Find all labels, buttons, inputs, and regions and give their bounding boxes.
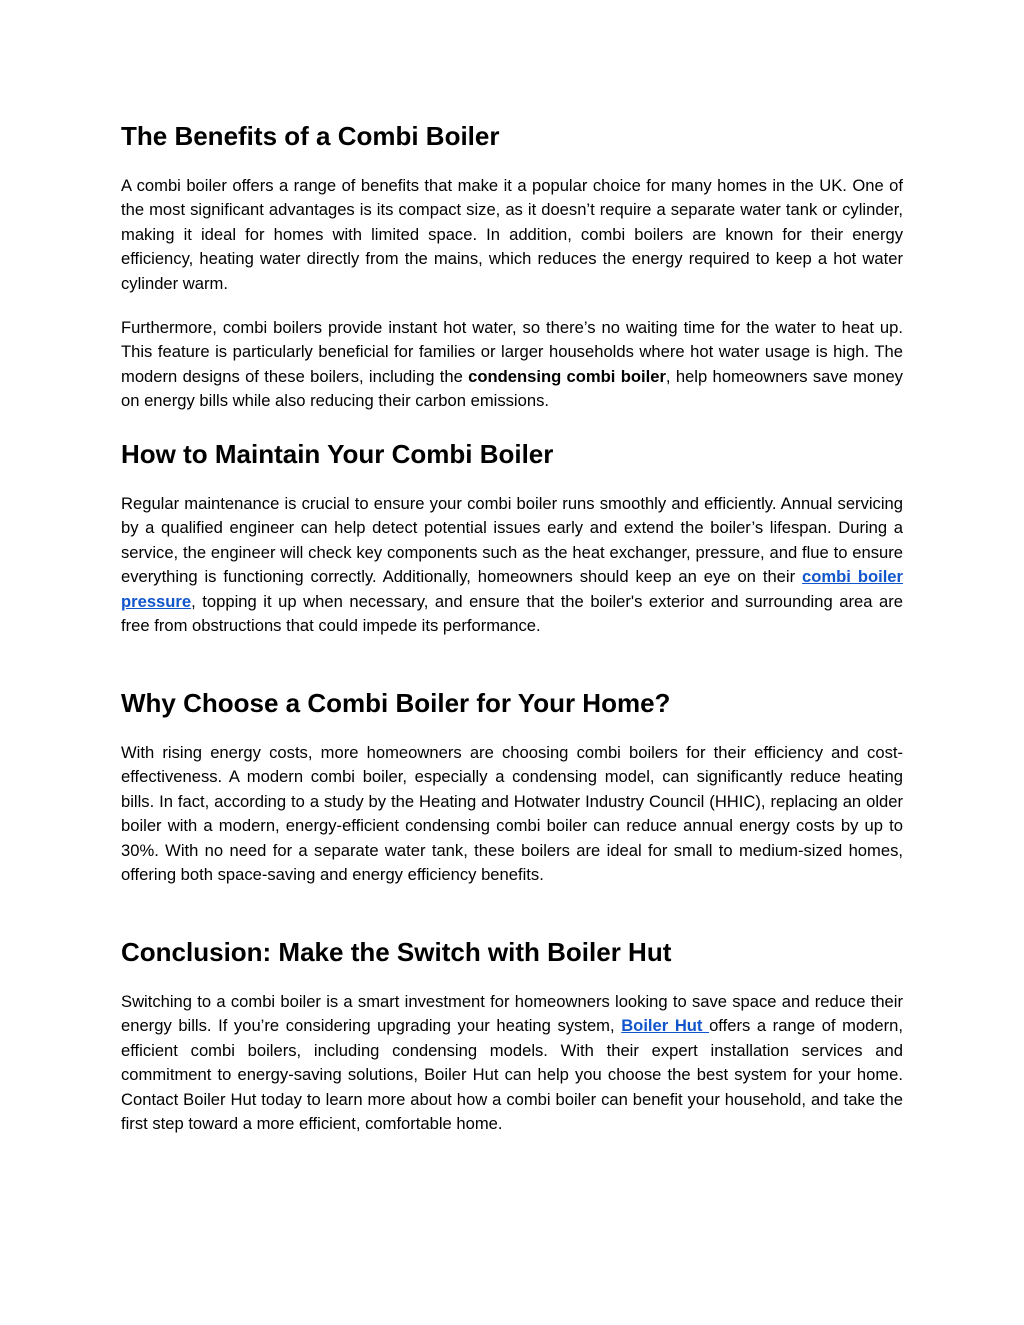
section-heading-conclusion: Conclusion: Make the Switch with Boiler Hut: [121, 937, 672, 967]
link-combi-boiler-pressure[interactable]: combi boiler pressure: [121, 567, 903, 611]
section-heading-benefits: The Benefits of a Combi Boiler: [121, 121, 500, 151]
paragraph-text: , help homeowners save money on energy bills while also reducing their carbon emissions.: [121, 366, 903, 411]
paragraph-maintenance: [121, 492, 903, 638]
section-heading-why-choose: Why Choose a Combi Boiler for Your Home?: [121, 688, 671, 718]
paragraph-text: Switching to a combi boiler is a smart investment for homeowners looking to save space and reduce their energy bills. If you’re considering upgrading your heating system,: [121, 992, 903, 1036]
section-heading-maintain: How to Maintain Your Combi Boiler: [121, 439, 554, 469]
paragraph-why-choose: With rising energy costs, more homeowners are choosing combi boilers for their efficiency and cost-effectiveness. A modern combi boiler, especially a condensing model, can significantly reduce heating bills. In fact, according to a study by the Heating and Hotwater Industry Council (HHIC), replacing an older boiler with a modern, energy-efficient condensing combi boiler can reduce annual energy costs by up to 30%. With no need for a separate water tank, these boilers are ideal for small to medium-sized homes, offering both space-saving and energy efficiency benefits.: [121, 743, 903, 885]
paragraph-text: Regular maintenance is crucial to ensure your combi boiler runs smoothly and efficiently. Annual servicing by a qualified engineer can help detect potential issues early and extend the boiler’s lifespan. During a service, the engineer will check key components such as the heat exchanger, pressure, and flue to ensure everything is functioning correctly. Additionally, homeowners should keep an eye on their: [121, 494, 903, 587]
paragraph-benefits-intro: A combi boiler offers a range of benefits that make it a popular choice for many homes in the UK. One of the most significant advantages is its compact size, as it doesn’t require a separate water tank or cylinder, making it ideal for homes with limited space. In addition, combi boilers are known for their energy efficiency, heating water directly from the mains, which reduces the energy required to keep a hot water cylinder warm.: [121, 176, 903, 293]
bold-term-condensing-combi-boiler: condensing combi boiler: [468, 366, 666, 386]
paragraph-text: offers a range of modern, efficient combi boilers, including condensing models. With their expert installation services and commitment to energy-saving solutions, Boiler Hut can help you choose the best system for your home. Contact Boiler Hut today to learn more about how a combi boiler can benefit your household, and take the first step toward a more efficient, comfortable home.: [121, 1016, 903, 1134]
paragraph-benefits-instant-hot-water: [121, 316, 903, 414]
paragraph-text: , topping it up when necessary, and ensure that the boiler's exterior and surrounding area are free from obstructions that could impede its performance.: [121, 591, 903, 636]
link-boiler-hut[interactable]: Boiler Hut: [621, 1016, 710, 1036]
paragraph-conclusion: [121, 990, 903, 1136]
paragraph-text: Furthermore, combi boilers provide instant hot water, so there’s no waiting time for the water to heat up. This feature is particularly beneficial for families or larger households where hot water usage is high. The modern designs of these boilers, including the: [121, 318, 903, 386]
